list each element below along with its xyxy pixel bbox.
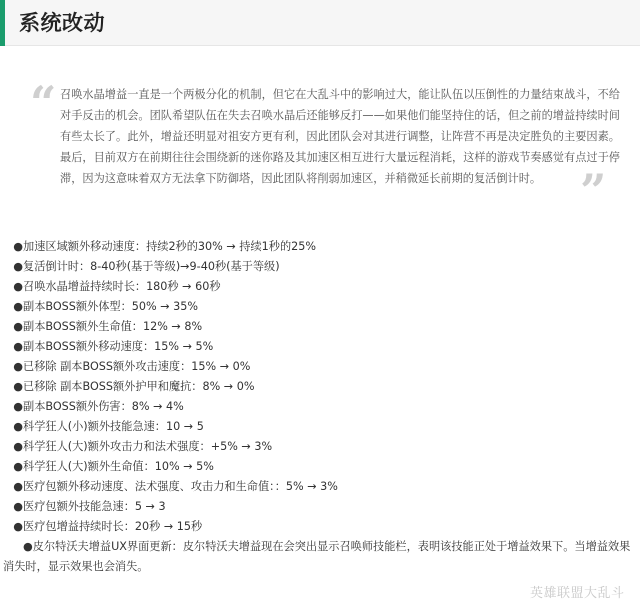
change-item: ●副本BOSS额外移动速度：15% → 5% xyxy=(3,337,637,357)
section-header xyxy=(0,0,640,46)
bullet-icon: ● xyxy=(13,460,23,473)
change-item: ●医疗包增益持续时长：20秒 → 15秒 xyxy=(3,517,637,537)
change-item: ●科学狂人(小)额外技能急速：10 → 5 xyxy=(3,417,637,437)
intro-quote-block xyxy=(30,76,620,218)
bullet-icon: ● xyxy=(13,440,23,453)
bullet-icon: ● xyxy=(13,360,23,373)
change-item: ●科学狂人(大)额外生命值：10% → 5% xyxy=(3,457,637,477)
section-title: 系统改动 xyxy=(19,11,105,35)
bullet-icon: ● xyxy=(23,540,33,553)
header-accent-bar xyxy=(0,0,5,46)
change-item: ●复活倒计时：8-40秒(基于等级)→9-40秒(基于等级) xyxy=(3,257,637,277)
open-quote-icon: “ xyxy=(30,76,57,130)
bullet-icon: ● xyxy=(13,480,23,493)
bullet-icon: ● xyxy=(13,280,23,293)
change-item: ●已移除 副本BOSS额外护甲和魔抗：8% → 0% xyxy=(3,377,637,397)
change-item: ●医疗包额外技能急速：5 → 3 xyxy=(3,497,637,517)
close-quote-icon: ” xyxy=(580,164,607,218)
change-item: ●科学狂人(大)额外攻击力和法术强度：+5% → 3% xyxy=(3,437,637,457)
bullet-icon: ● xyxy=(13,240,23,253)
change-item: ●副本BOSS额外生命值：12% → 8% xyxy=(3,317,637,337)
bullet-icon: ● xyxy=(13,380,23,393)
change-item: ●皮尔特沃夫增益UX界面更新：皮尔特沃夫增益现在会突出显示召唤师技能栏，表明该技能正处于增益效果下。当增益效果消失时，显示效果也会消失。 xyxy=(3,537,637,577)
change-item: ●副本BOSS额外伤害：8% → 4% xyxy=(3,397,637,417)
bullet-icon: ● xyxy=(13,320,23,333)
bullet-icon: ● xyxy=(13,520,23,533)
change-item: ●召唤水晶增益持续时长：180秒 → 60秒 xyxy=(3,277,637,297)
changes-list xyxy=(3,237,637,577)
intro-paragraph: 召唤水晶增益一直是一个两极分化的机制，但它在大乱斗中的影响过大，能让队伍以压倒性的力量结束战斗，不给对手反击的机会。团队希望队伍在失去召唤水晶后还能够反打——如果他们能坚持住的话，但之前的增益持续时间有些太长了。此外，增益还明显对祖安方更有利，因此团队会对其进行调整，让阵营不再是决定胜负的主要因素。最后，目前双方在前期往往会围绕新的迷你路及其加速区相互进行大量远程消耗，这样的游戏节奏感觉有点过于停滞，因为这意味着双方无法拿下防御塔，因此团队将削弱加速区，并稍微延长前期的复活倒计时。 xyxy=(60,88,620,185)
watermark-text: 英雄联盟大乱斗 xyxy=(530,586,625,601)
bullet-icon: ● xyxy=(13,400,23,413)
change-item: ●已移除 副本BOSS额外攻击速度：15% → 0% xyxy=(3,357,637,377)
bullet-icon: ● xyxy=(13,260,23,273)
bullet-icon: ● xyxy=(13,300,23,313)
bullet-icon: ● xyxy=(13,420,23,433)
change-item: ●副本BOSS额外体型：50% → 35% xyxy=(3,297,637,317)
change-item: ●加速区域额外移动速度：持续2秒的30% → 持续1秒的25% xyxy=(3,237,637,257)
change-item: ●医疗包额外移动速度、法术强度、攻击力和生命值：：5% → 3% xyxy=(3,477,637,497)
bullet-icon: ● xyxy=(13,340,23,353)
bullet-icon: ● xyxy=(13,500,23,513)
